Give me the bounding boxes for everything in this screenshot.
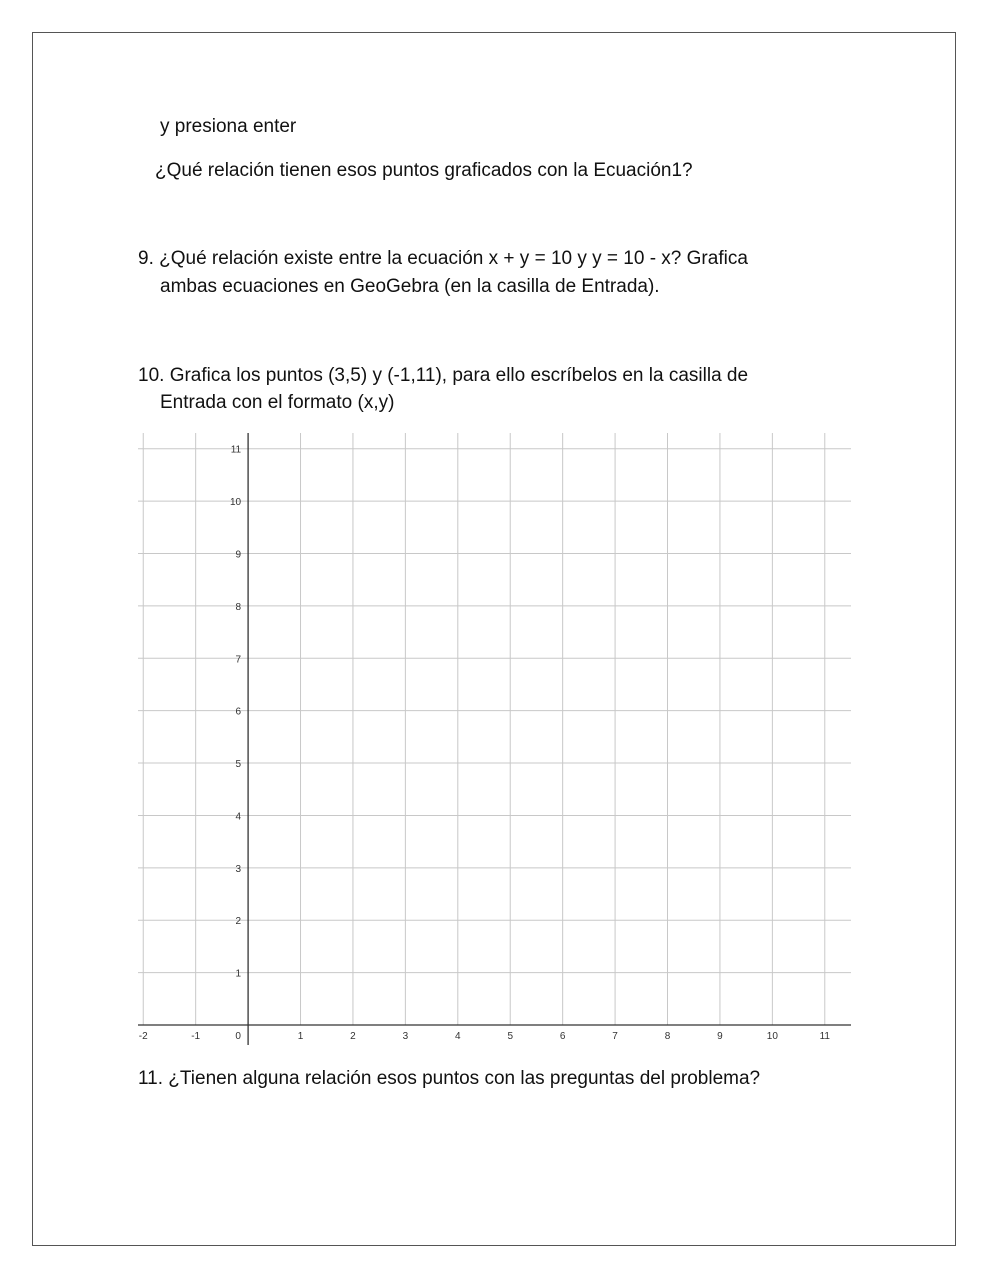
x-tick-label: 7 [612, 1031, 618, 1042]
x-tick-label: 6 [559, 1031, 566, 1042]
x-tick-label: 8 [664, 1031, 671, 1042]
y-tick-label: 10 [229, 497, 242, 509]
x-tick-label: 4 [455, 1031, 461, 1042]
y-tick-label: 6 [235, 706, 242, 718]
x-tick-label: -2 [138, 1031, 148, 1042]
x-tick-label: 10 [766, 1031, 778, 1042]
x-tick-label: 1 [297, 1031, 304, 1042]
y-tick-label: 9 [235, 549, 242, 561]
question-10-line2: Entrada con el formato (x,y) [160, 392, 395, 413]
x-tick-label: 5 [507, 1031, 514, 1042]
x-tick-label: 9 [717, 1031, 723, 1042]
y-tick-label: 3 [235, 863, 242, 875]
x-tick-label: 11 [819, 1031, 830, 1042]
y-tick-label: 11 [230, 444, 242, 456]
coordinate-grid [130, 425, 855, 1050]
y-tick-label: 5 [235, 759, 242, 771]
y-tick-label: 7 [235, 654, 242, 666]
x-tick-label: 3 [402, 1031, 409, 1042]
y-tick-label: 8 [235, 601, 242, 613]
y-tick-label: 4 [235, 811, 242, 823]
continuation-line: y presiona enter [160, 116, 297, 137]
question-8-followup: ¿Qué relación tienen esos puntos graficados con la Ecuación1? [155, 160, 693, 181]
question-9-line1: 9. ¿Qué relación existe entre la ecuación x + y = 10 y y = 10 - x? Grafica [138, 248, 748, 269]
question-9-line2: ambas ecuaciones en GeoGebra (en la casilla de Entrada). [160, 276, 660, 297]
x-tick-label: 2 [350, 1031, 356, 1042]
y-tick-label: 2 [235, 916, 242, 928]
x-tick-label: 0 [235, 1031, 241, 1042]
y-tick-label: 1 [235, 968, 242, 980]
x-tick-label: -1 [191, 1031, 201, 1042]
question-11: 11. ¿Tienen alguna relación esos puntos con las preguntas del problema? [138, 1068, 761, 1089]
question-10-line1: 10. Grafica los puntos (3,5) y (-1,11), para ello escríbelos en la casilla de [138, 365, 749, 386]
